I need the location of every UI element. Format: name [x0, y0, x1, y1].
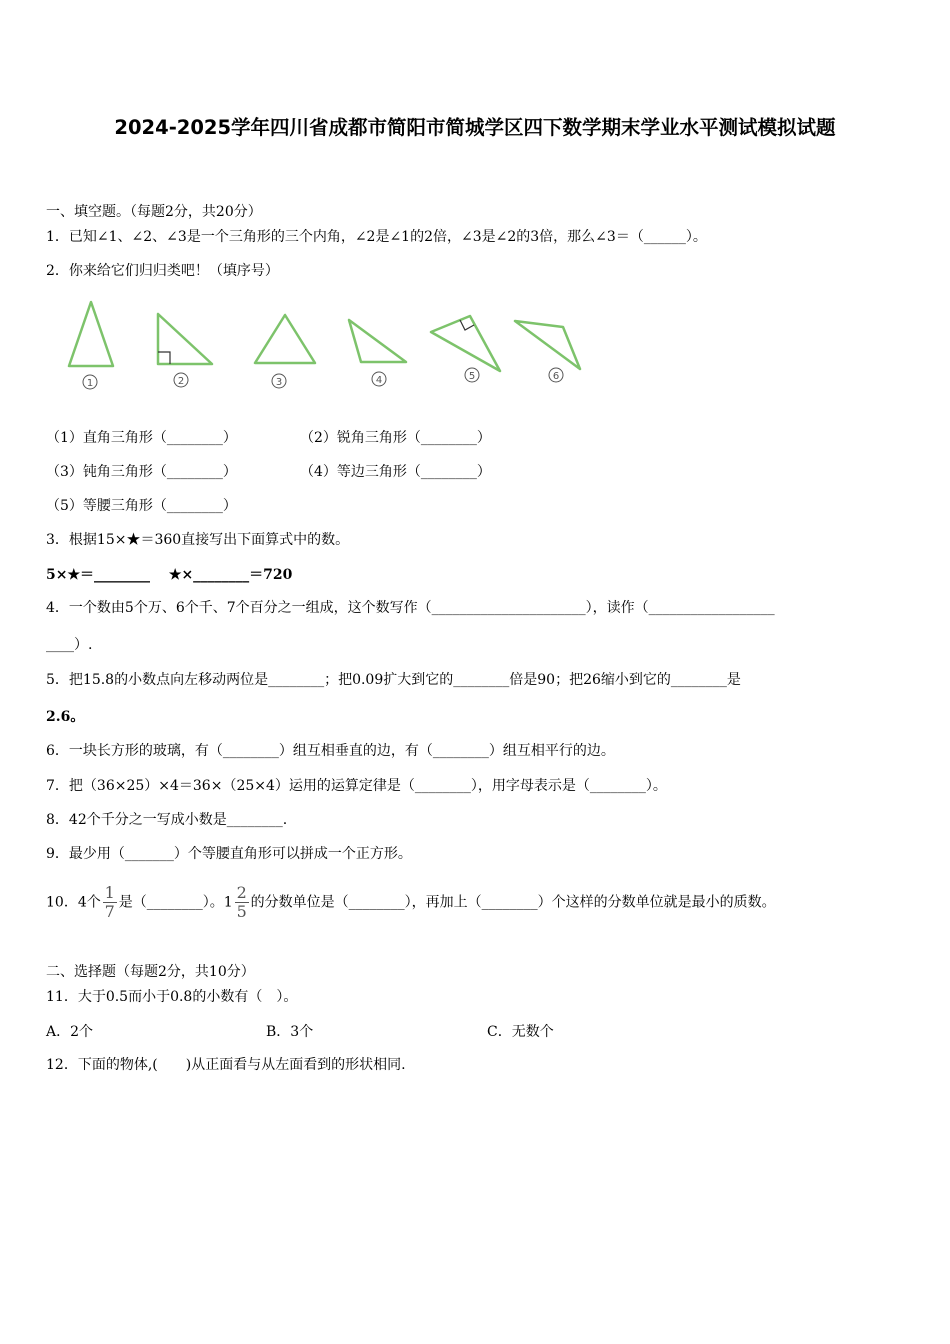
question-9: 9．最少用（_______）个等腰直角形可以拼成一个正方形。	[46, 846, 412, 862]
question-1: 1．已知∠1、∠2、∠3是一个三角形的三个内角，∠2是∠1的2倍，∠3是∠2的3倍，那么∠3＝（______）。	[46, 229, 707, 245]
question-12: 12．下面的物体,( )从正面看与从左面看到的形状相同.	[46, 1057, 406, 1073]
q2-item-3: （3）钝角三角形（________）	[46, 464, 237, 480]
q2-item-1: （1）直角三角形（________）	[46, 430, 237, 446]
question-5: 5．把15.8的小数点向左移动两位是________；把0.09扩大到它的________倍是90；把26缩小到它的________是	[46, 672, 741, 688]
question-2: 2．你来给它们归归类吧！（填序号）	[46, 263, 279, 279]
triangle-label-4: 4	[375, 375, 383, 386]
triangles-figure	[60, 296, 600, 396]
q2-item-2: （2）锐角三角形（________）	[300, 430, 491, 446]
triangle-label-1: 1	[86, 378, 94, 389]
q11-option-a: A．2个	[46, 1024, 94, 1040]
question-3-line: 5×★＝________ ★×________＝720	[46, 567, 293, 583]
question-3: 3．根据15×★＝360直接写出下面算式中的数。	[46, 532, 350, 548]
triangle-6	[515, 321, 580, 369]
q11-option-b: B．3个	[266, 1024, 314, 1040]
triangle-label-6: 6	[552, 371, 560, 382]
question-8: 8．42个千分之一写成小数是________.	[46, 812, 288, 828]
question-7: 7．把（36×25）×4＝36×（25×4）运用的运算定律是（________），用字母表示是（________）。	[46, 778, 667, 794]
question-6: 6．一块长方形的玻璃，有（________）组互相垂直的边，有（________）组互相平行的边。	[46, 743, 615, 759]
triangle-2	[158, 314, 212, 364]
triangle-4	[349, 320, 406, 362]
triangle-3	[255, 315, 315, 363]
triangle-1	[69, 302, 113, 366]
triangle-label-3: 3	[275, 377, 283, 388]
q10-part1: 10．4个	[46, 894, 101, 911]
question-10	[46, 884, 776, 921]
triangle-label-2: 2	[177, 376, 185, 387]
triangle-label-5: 5	[468, 371, 476, 382]
right-angle-mark-2	[158, 352, 170, 364]
q11-option-c: C．无数个	[487, 1024, 554, 1040]
q10-part2: 是（________）。1	[118, 894, 233, 911]
q10-part3: 的分数单位是（________），再加上（________）个这样的分数单位就是最小的质数。	[250, 894, 776, 911]
section1-heading: 一、填空题。（每题2分，共20分）	[46, 204, 262, 220]
question-5-cont: 2.6。	[46, 709, 85, 725]
fraction-two-fifths: $\frac{2}{5}$	[236, 883, 247, 921]
page-title: 2024-2025学年四川省成都市简阳市简城学区四下数学期末学业水平测试模拟试题	[114, 116, 836, 139]
q2-item-4: （4）等边三角形（________）	[300, 464, 491, 480]
fraction-one-seventh: $\frac{1}{7}$	[104, 883, 115, 921]
question-4: 4．一个数由5个万、6个千、7个百分之一组成，这个数写作（______________________），读作（__________________	[46, 600, 775, 616]
question-4-cont: ____）.	[46, 637, 93, 653]
question-11: 11．大于0.5而小于0.8的小数有（ ）。	[46, 989, 298, 1005]
q2-item-5: （5）等腰三角形（________）	[46, 498, 237, 514]
triangle-5	[431, 316, 500, 371]
section2-heading: 二、选择题（每题2分，共10分）	[46, 964, 255, 980]
